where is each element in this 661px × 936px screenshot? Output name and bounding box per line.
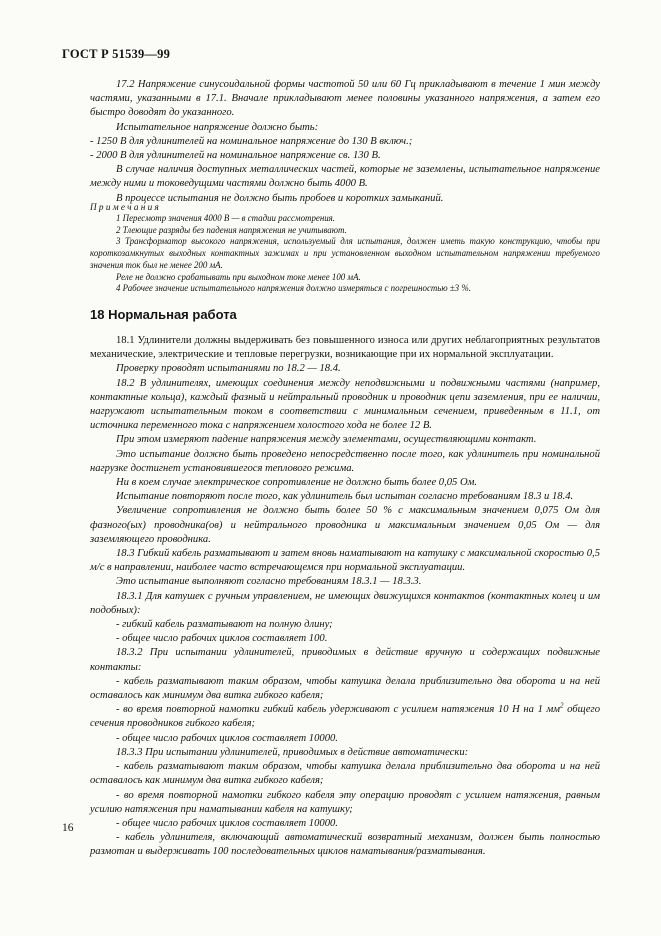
paragraph: 18.3.3 При испытании удлинителей, приводимых в действие автоматически: xyxy=(116,746,469,758)
notes-block xyxy=(90,201,600,295)
notes-title: Примечания xyxy=(90,202,162,212)
superscript: 2 xyxy=(560,701,564,710)
paragraph: В процессе испытания не должно быть пробоев и коротких замыканий. xyxy=(116,192,444,204)
list-item: - кабель разматывают таким образом, чтобы катушка делала приблизительно два оборота и на ней оставалось как минимум два витка гибкого кабеля; xyxy=(90,761,600,787)
section-title: 18 Нормальная работа xyxy=(90,307,237,322)
paragraph: Ни в коем случае электрическое сопротивление не должно быть более 0,05 Ом. xyxy=(116,477,478,489)
paragraph: 18.3.1 Для катушек с ручным управлением, не имеющих движущихся контактов (контактных колец и им подобных): xyxy=(90,590,600,616)
paragraph: 18.2 В удлинителях, имеющих соединения между неподвижными и подвижными частями (например, контактные кольца), каждый фазный и нейтральный проводник и проводник цепи заземления, при ее наличии, нагружают испытательным током в соответствии с минимальным сечением, приведенным в 11.1, от источника переменного тока с напряжением холостого хода не более 12 В. xyxy=(90,377,600,432)
list-item: - общее число рабочих циклов составляет 10000. xyxy=(116,817,338,829)
note-item: 2 Тлеющие разряды без падения напряжения не учитывают. xyxy=(116,224,347,235)
note-item: 1 Пересмотр значения 4000 В — в стадии рассмотрения. xyxy=(116,213,336,223)
list-item: - гибкий кабель разматывают на полную длину; xyxy=(116,619,333,631)
clause-17-2 xyxy=(90,78,600,206)
paragraph: Испытание повторяют после того, как удлинитель был испытан согласно требованиям 18.3 и 18.4. xyxy=(116,491,574,503)
paragraph: Это испытание выполняют согласно требованиям 18.3.1 — 18.3.3. xyxy=(116,576,422,588)
text-fragment: - во время повторной намотки гибкий кабель удерживают с усилием натяжения 10 Н на 1 мм xyxy=(116,704,560,716)
list-item: - во время повторной намотки гибкого кабеля эту операцию проводят с усилием натяжения, равным усилию натяжения при наматывании кабеля на катушку; xyxy=(90,789,600,815)
section-18-body xyxy=(90,334,600,860)
paragraph: Это испытание должно быть проведено непосредственно после того, как удлинитель при номинальной нагрузке достигнет установившегося теплового режима. xyxy=(90,448,600,474)
paragraph: Проверку проводят испытаниями по 18.2 — 18.4. xyxy=(116,363,341,375)
list-item: - кабель разматывают таким образом, чтобы катушка делала приблизительно два оборота и на ней оставалось как минимум два витка гибкого кабеля; xyxy=(90,675,600,702)
paragraph: 18.1 Удлинители должны выдерживать без повышенного износа или других неблагоприятных результатов механические, электрические и тепловые перегрузки, возникающие при их нормальной эксплуатации. xyxy=(90,335,600,361)
paragraph: Увеличение сопротивления не должно быть более 50 % с максимальным значением 0,075 Ом для фазного(ых) проводника(ов) и нейтрального проводника и максимальным значением 0,05 Ом — для заземляющего проводника. xyxy=(90,505,600,545)
list-item: - 1250 В для удлинителей на номинальное напряжение до 130 В включ.; xyxy=(90,135,413,147)
paragraph: В случае наличия доступных металлических частей, которые не заземлены, испытательное напряжение между ними и токоведущими частями должно быть 4000 В. xyxy=(90,164,600,190)
list-item: - общее число рабочих циклов составляет 100. xyxy=(116,633,328,645)
standard-header: ГОСТ Р 51539—99 xyxy=(62,47,171,61)
list-item: - 2000 В для удлинителей на номинальное напряжение св. 130 В. xyxy=(90,150,381,162)
paragraph: 18.3.2 При испытании удлинителей, приводимых в действие вручную и содержащих подвижные контакты: xyxy=(90,647,600,673)
note-item: 3 Трансформатор высокого напряжения, используемый для испытания, должен иметь такую конструкцию, чтобы при короткозамкнутых выходных контактных зажимах и при установленном выходном испытательном напряжении требуемого значения ток был не менее 200 мА. xyxy=(90,236,600,270)
note-item: Реле не должно срабатывать при выходном токе менее 100 мА. xyxy=(116,271,361,282)
note-item: 4 Рабочее значение испытательного напряжения должно измеряться с погрешностью ±3 %. xyxy=(116,283,471,294)
page-number: 16 xyxy=(62,822,74,834)
paragraph: 18.3 Гибкий кабель разматывают и затем вновь наматывают на катушку с максимальной скоростью 0,5 м/с в направлении, наиболее часто встречающемся при нормальной эксплуатации. xyxy=(90,548,600,574)
list-item: - кабель удлинителя, включающий автоматический возвратный механизм, должен быть полностью размотан и выдерживать 100 последовательных циклов наматывания/разматывания. xyxy=(90,832,600,858)
paragraph: 17.2 Напряжение синусоидальной формы частотой 50 или 60 Гц прикладывают в течение 1 мин между частями, указанными в 17.1. Вначале прикладывают менее половины указанного напряжения, а затем его быстро доводят до указанного. xyxy=(90,79,600,119)
paragraph: При этом измеряют падение напряжения между элементами, осуществляющими контакт. xyxy=(116,434,537,446)
paragraph: Испытательное напряжение должно быть: xyxy=(116,121,319,133)
list-item: - общее число рабочих циклов составляет 10000. xyxy=(116,732,338,744)
text-fragment: общего сечения проводников гибкого кабеля; xyxy=(90,704,600,730)
list-item xyxy=(90,703,600,731)
